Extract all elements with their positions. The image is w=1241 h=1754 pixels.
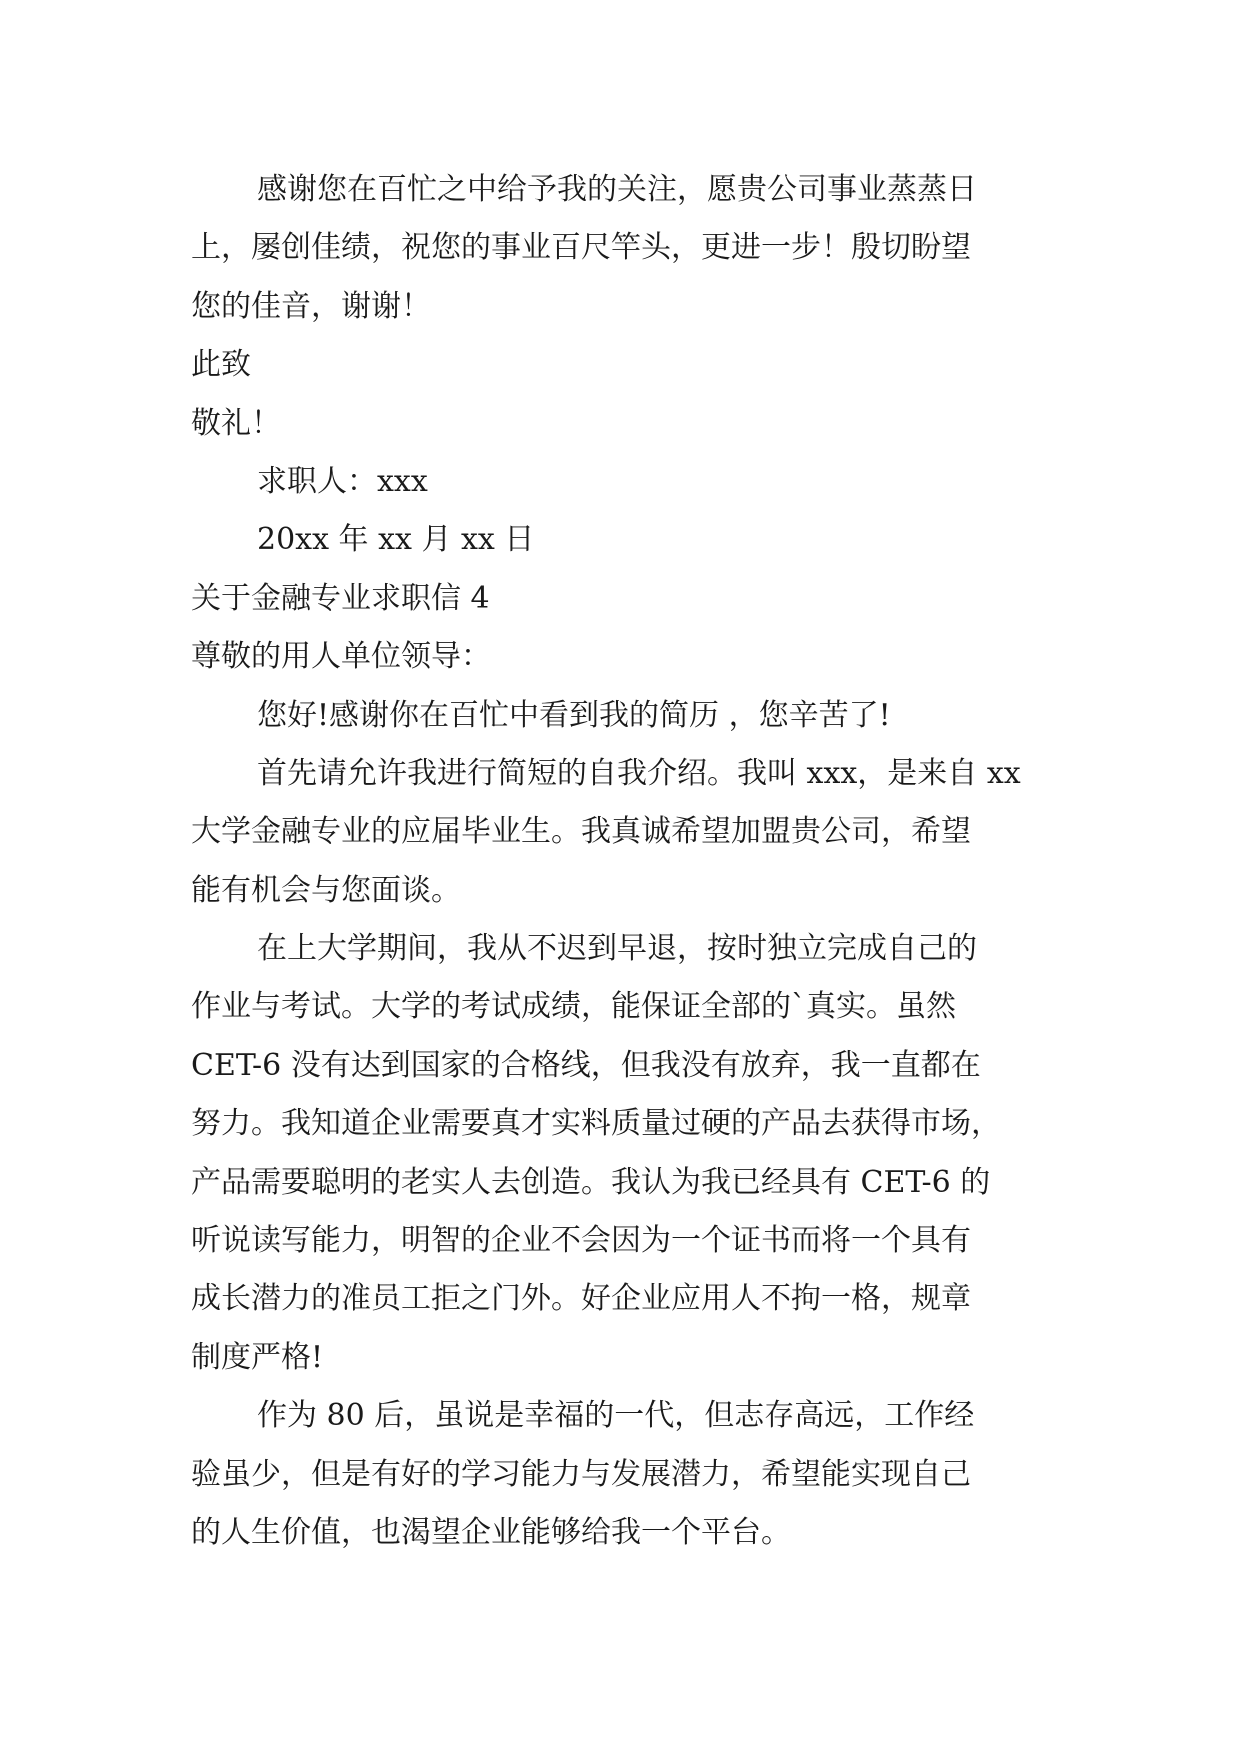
paragraph-line: 作为 80 后，虽说是幸福的一代，但志存高远，工作经 (257, 1398, 975, 1434)
paragraph-line: 首先请允许我进行简短的自我介绍。我叫 xxx，是来自 xx (257, 755, 1021, 791)
section-title: 关于金融专业求职信 4 (191, 580, 490, 616)
closing-salutation: 此致 (191, 347, 251, 383)
paragraph-line: CET-6 没有达到国家的合格线，但我没有放弃，我一直都在 (191, 1047, 981, 1083)
closing-regards: 敬礼！ (191, 405, 281, 441)
paragraph-line: 上，屡创佳绩，祝您的事业百尺竿头，更进一步！殷切盼望 (191, 230, 971, 266)
paragraph-line: 验虽少，但是有好的学习能力与发展潜力，希望能实现自己 (191, 1456, 971, 1492)
paragraph-line: 听说读写能力，明智的企业不会因为一个证书而将一个具有 (191, 1223, 971, 1259)
paragraph-line: 能有机会与您面谈。 (191, 872, 461, 908)
paragraph-line: 努力。我知道企业需要真才实料质量过硬的产品去获得市场， (191, 1106, 1001, 1142)
paragraph-line: 大学金融专业的应届毕业生。我真诚希望加盟贵公司，希望 (191, 814, 971, 850)
paragraph-line: 的人生价值，也渴望企业能够给我一个平台。 (191, 1514, 791, 1550)
letter-greeting: 尊敬的用人单位领导： (191, 639, 491, 675)
signature-date: 20xx 年 xx 月 xx 日 (257, 522, 535, 558)
document-body (191, 161, 1071, 1562)
paragraph-line: 作业与考试。大学的考试成绩，能保证全部的`真实。虽然 (191, 989, 956, 1025)
paragraph-line: 您的佳音，谢谢！ (191, 288, 431, 324)
paragraph-line: 制度严格! (191, 1339, 324, 1375)
paragraph-line: 感谢您在百忙之中给予我的关注，愿贵公司事业蒸蒸日 (257, 172, 977, 207)
signature-applicant: 求职人：xxx (257, 463, 428, 499)
paragraph-line: 您好!感谢你在百忙中看到我的简历 ，您辛苦了! (257, 697, 891, 733)
paragraph-line: 在上大学期间，我从不迟到早退，按时独立完成自己的 (257, 931, 977, 967)
paragraph-line: 成长潜力的准员工拒之门外。好企业应用人不拘一格，规章 (191, 1281, 971, 1317)
paragraph-line: 产品需要聪明的老实人去创造。我认为我已经具有 CET-6 的 (191, 1164, 991, 1200)
